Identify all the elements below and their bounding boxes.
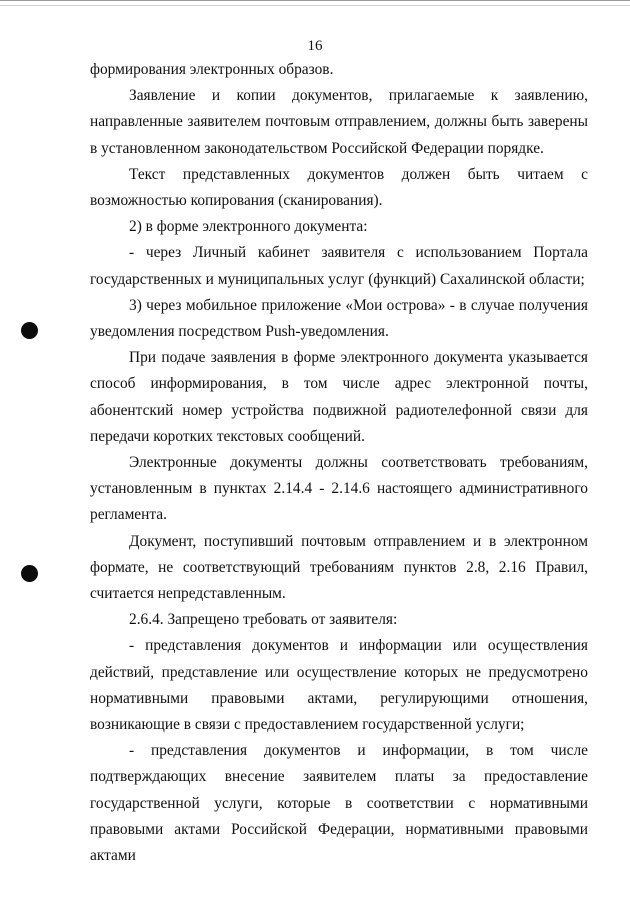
punch-hole bbox=[21, 322, 38, 339]
punch-hole bbox=[21, 565, 38, 582]
paragraph-postal-copies: Заявление и копии документов, прилагаемые к заявлению, направленные заявителем почтовым отправлением, должны быть заверены в установленном законодательством Российской Федерации порядке. bbox=[90, 87, 588, 157]
scan-edge-line bbox=[0, 0, 630, 6]
paragraph-electronic-requirements: Электронные документы должны соответствовать требованиям, установленным в пунктах 2.14.4 - 2.14.6 настоящего административного регламента. bbox=[90, 454, 588, 524]
paragraph-personal-cabinet: - через Личный кабинет заявителя с использованием Портала государственных и муниципальных услуг (функций) Сахалинской области; bbox=[90, 244, 588, 288]
page-number: 16 bbox=[307, 38, 323, 54]
document-body bbox=[90, 57, 588, 869]
paragraph-mobile-app: 3) через мобильное приложение «Мои острова» - в случае получения уведомления посредством Push-уведомления. bbox=[90, 296, 588, 341]
paragraph-prohibited-item-1: - представления документов и информации или осуществления действий, представление или осуществление которых не предусмотрено нормативными правовыми актами, регулирующими отношения, возникающие в связи с предоставлением государственной услуги; bbox=[90, 637, 588, 734]
paragraph-not-submitted: Документ, поступивший почтовым отправлением и в электронном формате, не соответствующий требованиям пунктов 2.8, 2.16 Правил, считается непредставленным. bbox=[90, 532, 588, 603]
paragraph-prohibited-item-2: - представления документов и информации, в том числе подтверждающих внесение заявителем платы за предоставление государственной услуги, которые в соответствии с нормативными правовыми актами Российской Федерации, нормативными правовыми актами bbox=[90, 742, 588, 865]
paragraph-electronic-form: 2) в форме электронного документа: bbox=[129, 218, 368, 236]
paragraph-prohibited-heading: 2.6.4. Запрещено требовать от заявителя: bbox=[129, 611, 398, 629]
paragraph-continuation: формирования электронных образов. bbox=[90, 61, 334, 78]
paragraph-text-readable: Текст представленных документов должен быть читаем с возможностью копирования (сканирования). bbox=[90, 165, 588, 210]
paragraph-notification-method: При подаче заявления в форме электронного документа указывается способ информирования, в том числе адрес электронной почты, абонентский номер устройства подвижной радиотелефонной связи для передачи коротких текстовых сообщений. bbox=[90, 349, 588, 445]
